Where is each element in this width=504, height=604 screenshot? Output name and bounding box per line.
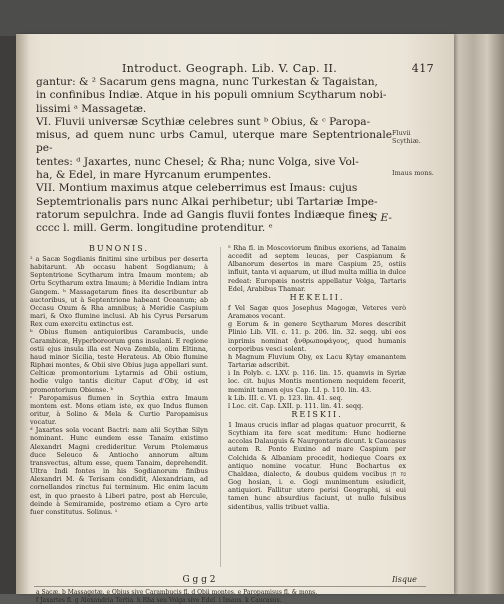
inline-catchword: S E- <box>370 212 392 224</box>
page-gutter <box>16 34 30 594</box>
footnote-rule <box>34 586 426 587</box>
main-text-line: lissimi ᵃ Massagetæ. <box>36 102 147 115</box>
commentary-left-column <box>30 244 208 516</box>
main-text-line: misus, ad quem nunc urbs Camul, uterque mare Septentrionale pe- <box>36 129 392 155</box>
commentary-paragraph: i In Polyb. c. LXV. p. 116. lin. 15. quamvis in Syriæ loc. cit. hujus Montis mentionem nequidem fecerit, meminit tamen ejus Cap. LI. p. 110. lin. 43. <box>228 369 406 394</box>
footnote-line: a Sacæ. b Massagetæ. e Obius sive Carambucis fl. d Obii montes. e Paropamisus fl. & mons. <box>36 589 318 596</box>
main-text-line: cccc l. mill. Germ. longitudine protenditur. ᵉ <box>36 222 273 235</box>
commentary-paragraph: ᵇ Obius flumen antiquioribus Carambucis, unde Carambicæ, Hyperboreorum gens insulani. E regione ostii ejus insula illa est Nova Zembla, olim Eltinna, haud minor Sicilia, teste Herateus. Ab Obio flumine Riphæi montes, & Obii sive Obius juga appellari sunt. Celticæ promontorium Lytarmis ad Obii ostium, hodie vulgo tantis dicitur Caput d'Oby, id est promontorium Obiense. ᵇ <box>30 328 208 394</box>
commentary-heading-bunonis: BUNONIS. <box>88 244 150 253</box>
main-text-line: VI. Fluvii universæ Scythiæ celebres sunt ᵇ Obius, & ᶜ Paropa- <box>36 115 371 128</box>
commentary-paragraph: f Vel Sagæ quos Josephus Magogæ, Veteres verò Aramæos vocant. <box>228 303 406 321</box>
column-divider <box>220 247 221 567</box>
commentary-heading-reiskii: REISKII. <box>291 409 343 419</box>
footnotes <box>36 589 428 604</box>
main-text-block <box>36 76 392 236</box>
catchword: Iisque <box>392 575 417 584</box>
scanner-backdrop <box>0 0 504 36</box>
signature-mark: G g g 2 <box>182 575 216 585</box>
commentary-paragraph: ᵈ Jaxartes sola vocant Bactri: nam alii Scythæ Silyn nominant. Hunc eundem esse Tanaim existimo Alexandri Magni credideritur. Verum Ptolemæus duce Seleuco & Antiocho annorum altum transvectus, altum esse, quem Tanaim, deprehendit. Ultra Indi fontes in his Sogdianorum finibus Alexandri M. & Terisam condidit, Alexandriam, ad cornellandos rinctus fui terminum. Hic enim lacum est, in quo praesto à Liberi patre, post ab Hercule, deinde à Semiramide, postremo etiam a Cyro arte fuer constitutus. Solinus. ¹ <box>30 426 208 516</box>
commentary-right-column <box>228 244 406 511</box>
margin-note-imaus: Imaus mons. <box>392 169 434 177</box>
main-text-line: Septemtrionalis pars nunc Alkai perhibetur; ubi Tartariæ Impe- <box>36 195 378 208</box>
running-head-title: Introduct. Geograph. Lib. V. Cap. II. <box>122 62 338 75</box>
commentary-paragraph: g Eorum & in genere Scytharum Mores describit Plinio Lib. VII. c. 11. p. 206. lin. 32. seqq. ubi eos inprimis nominat ᾄνθρωποφάγους, quod humanis corporibus vesci solent. <box>228 320 406 353</box>
page-number: 417 <box>411 62 434 75</box>
footnote-line: f Jaxartes fl. g Alexandria Tertia. h Rha seu Volga sive Edel. i Imaus. k Caucasus. <box>36 596 282 604</box>
commentary-paragraph: l Loc. cit. Cap. LXII. p. 111. lin. 41. seqq. <box>228 401 364 410</box>
main-text-line: tentes: ᵈ Jaxartes, nunc Chesel; & Rha; nunc Volga, sive Vol- <box>36 155 359 168</box>
commentary-paragraph: ⁵ Rha fl. in Moscoviorum finibus exoriens, ad Tanaim accedit ad septem leucas, per Caspianum & Albanorum desertos in mare Caspium 25, ostiis influit, tanta vi aquarum, ut illud multa millia in dulce redeat: Europæis nostris appellatur Volga, Tartaris Edel, Arabibus Thamar. <box>228 244 406 293</box>
commentary-paragraph: ᶜ Paropamisus flumen in Scythia extra Imaum montem est. Mons etiam iste, ex quo Indus flumen oritur, à Solino & Mela & Curtio Paropamisus vocatur. <box>30 393 208 427</box>
main-text-line: in confinibus Indiæ. Atque in his populi omnium Scytharum nobi- <box>36 89 387 102</box>
commentary-paragraph: k Lib. III. c. VI. p. 123. lin. 41. seq. <box>228 393 343 402</box>
main-text-line: gantur: & ² Sacarum gens magna, nunc Turkestan & Tagaistan, <box>36 76 378 88</box>
main-text-line: ha, & Edel, in mare Hyrcanum erumpentes. <box>36 169 272 182</box>
page-stack-edge <box>448 34 504 594</box>
main-text-line: VII. Montium maximus atque celeberrimus est Imaus: cujus <box>36 182 358 195</box>
main-text-line: ratorum sepulchra. Inde ad Gangis fluvii fontes Indiæque fines <box>36 208 374 221</box>
commentary-heading-hekelii: HEKELII. <box>289 292 345 302</box>
commentary-paragraph: h Magnum Fluvium Oby, ex Lacu Kytay emanantem Tartariæ adscribit. <box>228 352 406 370</box>
binding-shadow <box>0 36 16 594</box>
margin-note-fluvii: Fluvii Scythiæ. <box>392 129 421 145</box>
commentary-paragraph: ² a Sacæ Sogdianis finitimi sine urbibus per deserta habitarunt. Ab occasu habent Sogdianum; à Septentrione Scytharum intra Imaum montem; ab Ortu Scytharum extra Imaum; à Meridie Indiam intra Gangem. ᵇ Massagetarum fines ita describuntur ab auctoribus, ut à Septentrione habeant Oceanum; ab Occasu Oxum & Rha amnibus; à Meridie Caspium mari, & Oxo flumine inclusi. Ab his Cyrus Persarum Rex cum exercitu extinctus est. <box>30 255 208 329</box>
commentary-paragraph: 1 Imaus crucis inflar ad plagas quatuor procurrit, & Scythiam ita fere scat meditum: Hunc hodierne accolas Dalauguis & Naurgontaris dicunt. k Caucasus autem R. Ponto Euxino ad mare Caspium per Colchida & Albaniam procedit, hodieque Coars ex antiquo nomine vocatur. Hunc Bochartus ex Chaldæa, dialecto, & doubus quidem vocibus גּוּז חן Gog hosian, i. e. Gogi munimentum esiudicit, antiquiori. Fallitur utero perisi Geographi, si eui tamen hunc absurdius faciunt, ut nullo fulsibus sidentibus, vallis tribuet vallia. <box>228 420 406 511</box>
